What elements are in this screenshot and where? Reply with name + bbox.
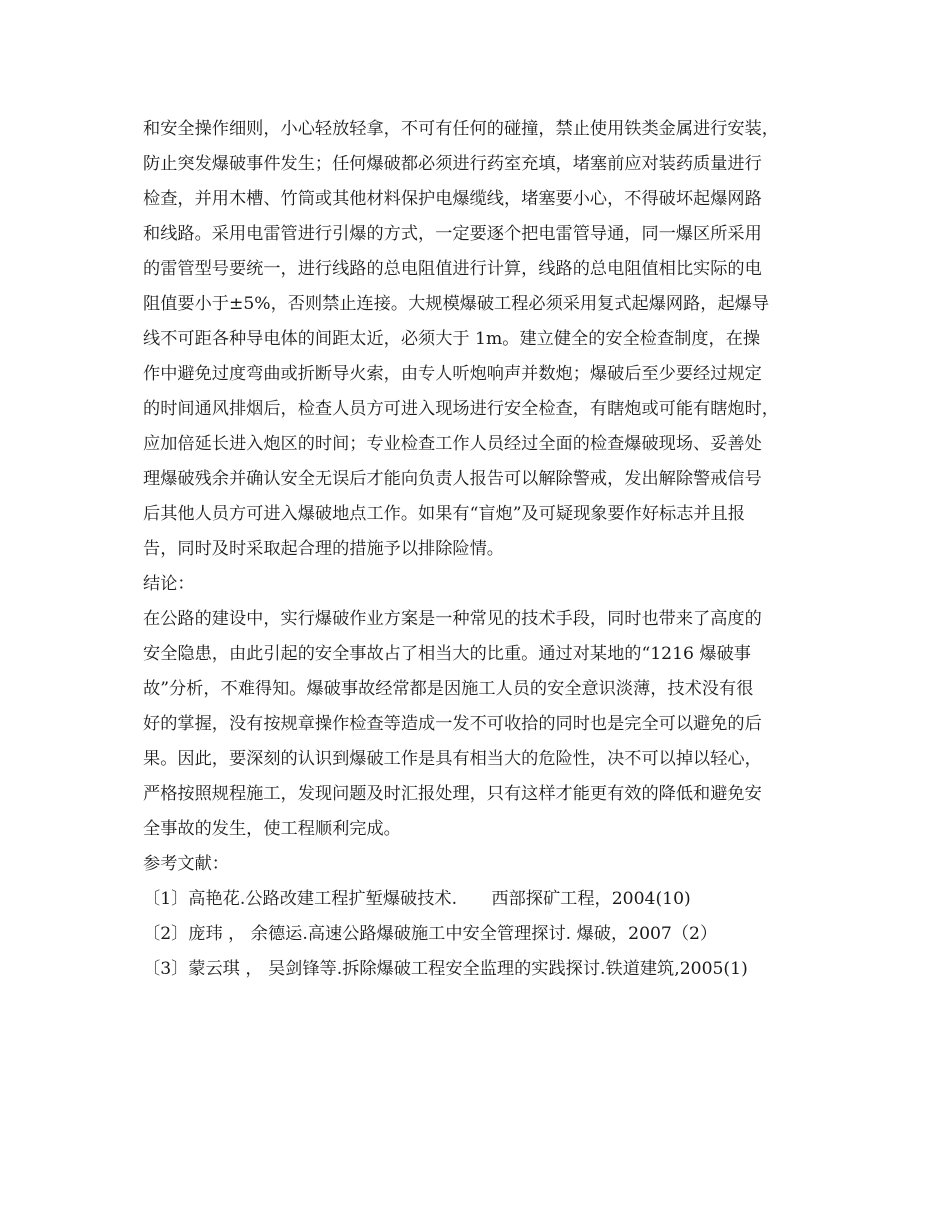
paragraph-line: 果。因此，要深刻的认识到爆破工作是具有相当大的危险性，决不可以掉以轻心， (143, 749, 762, 769)
paragraph-line: 和线路。采用电雷管进行引爆的方式，一定要逐个把电雷管导通，同一爆区所采用 (143, 224, 762, 244)
paragraph-line: 后其他人员方可进入爆破地点工作。如果有“盲炮”及可疑现象要作好标志并且报 (143, 504, 745, 524)
paragraph-line: 的时间通风排烟后，检查人员方可进入现场进行安全检查，有瞎炮或可能有瞎炮时， (143, 399, 779, 419)
references-heading: 参考文献： (143, 854, 229, 874)
paragraph-line: 好的掌握，没有按规章操作检查等造成一发不可收拾的同时也是完全可以避免的后 (143, 714, 762, 734)
paragraph-line: 阻值要小于±5%，否则禁止连接。大规模爆破工程必须采用复式起爆网路，起爆导 (143, 294, 770, 314)
paragraph-line: 检查，并用木槽、竹筒或其他材料保护电爆缆线，堵塞要小心，不得破坏起爆网路 (143, 189, 762, 209)
paragraph-line: 防止突发爆破事件发生；任何爆破都必须进行药室充填，堵塞前应对装药质量进行 (143, 154, 762, 174)
paragraph-line: 安全隐患，由此引起的安全事故占了相当大的比重。通过对某地的“1216 爆破事 (143, 644, 751, 664)
paragraph-line: 全事故的发生，使工程顺利完成。 (143, 819, 401, 839)
paragraph-line: 和安全操作细则，小心轻放轻拿，不可有任何的碰撞，禁止使用铁类金属进行安装， (143, 119, 779, 139)
paragraph-line: 严格按照规程施工，发现问题及时汇报处理，只有这样才能更有效的降低和避免安 (143, 784, 762, 804)
paragraph-line: 告，同时及时采取起合理的措施予以排除险情。 (143, 539, 504, 559)
paragraph-line: 应加倍延长进入炮区的时间；专业检查工作人员经过全面的检查爆破现场、妥善处 (143, 434, 762, 454)
reference-item: 〔3〕蒙云琪 ， 吴剑锋等.拆除爆破工程安全监理的实践探讨.铁道建筑,2005(1) (143, 959, 748, 979)
conclusion-heading: 结论： (143, 574, 195, 594)
reference-item: 〔1〕高艳花.公路改建工程扩堑爆破技术. 西部探矿工程，2004(10) (143, 889, 691, 909)
reference-item: 〔2〕庞玮 ， 余德运.高速公路爆破施工中安全管理探讨. 爆破，2007（2） (143, 924, 718, 944)
paragraph-line: 的雷管型号要统一，进行线路的总电阻值进行计算，线路的总电阻值相比实际的电 (143, 259, 762, 279)
paragraph-line: 在公路的建设中，实行爆破作业方案是一种常见的技术手段，同时也带来了高度的 (143, 609, 762, 629)
paragraph-line: 故”分析，不难得知。爆破事故经常都是因施工人员的安全意识淡薄，技术没有很 (143, 679, 754, 699)
paragraph-line: 理爆破残余并确认安全无误后才能向负责人报告可以解除警戒，发出解除警戒信号 (143, 469, 762, 489)
paragraph-line: 作中避免过度弯曲或折断导火索，由专人听炮响声并数炮；爆破后至少要经过规定 (143, 364, 762, 384)
paragraph-line: 线不可距各种导电体的间距太近，必须大于 1m。建立健全的安全检查制度，在操 (143, 329, 761, 349)
